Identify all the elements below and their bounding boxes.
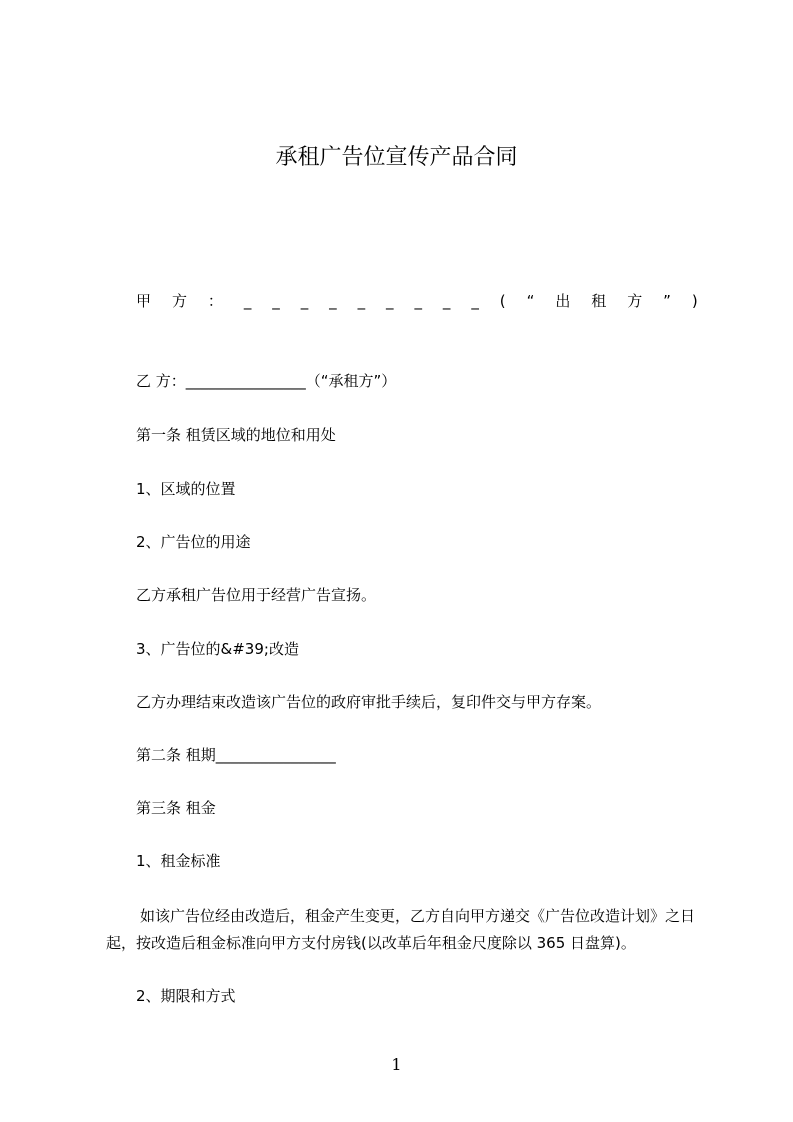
party-a-char: 方 [171, 292, 187, 310]
party-a-blank: _ [357, 292, 366, 310]
party-a-char: 租 [591, 292, 607, 310]
clause-3-1: 1、租金标准 [136, 852, 221, 870]
party-a-blank: _ [329, 292, 337, 310]
clause-1-1: 1、区域的位置 [136, 480, 236, 498]
party-a-blank: _ [442, 292, 451, 310]
clause-1-3: 3、广告位的&#39;改造 [136, 640, 299, 658]
party-a-char: “ [526, 292, 535, 310]
article-3-heading: 第三条 租金 [136, 799, 216, 817]
clause-3-2: 2、期限和方式 [136, 987, 236, 1005]
party-a-char: 甲 [136, 292, 152, 310]
party-a-line [136, 290, 698, 312]
party-a-char: 出 [555, 292, 571, 310]
clause-1-3-text: 乙方办理结束改造该广告位的政府审批手续后，复印件交与甲方存案。 [136, 693, 602, 711]
party-a-char: ) [691, 292, 698, 310]
party-a-blank: _ [300, 292, 309, 310]
party-b-line: 乙 方：________________（“承租方”） [136, 372, 397, 390]
party-a-blank: _ [272, 292, 280, 310]
rent-change-paragraph: 如该广告位经由改造后，租金产生变更，乙方自向甲方递交《广告位改造计划》之日起，按改造后租金标准向甲方支付房钱(以改革后年租金尺度除以 365 日盘算)。 [106, 907, 696, 952]
party-a-blank: _ [471, 292, 479, 310]
clause-1-2: 2、广告位的用途 [136, 533, 251, 551]
party-a-char: 方 [627, 292, 643, 310]
party-a-blank: _ [243, 292, 252, 310]
clause-1-2-text: 乙方承租广告位用于经营广告宣扬。 [136, 586, 377, 604]
page-number: 1 [391, 1055, 402, 1074]
article-1-heading: 第一条 租赁区域的地位和用处 [136, 426, 336, 444]
document-title: 承租广告位宣传产品合同 [275, 145, 518, 170]
article-2-heading: 第二条 租期________________ [136, 746, 336, 764]
party-a-blank: _ [386, 292, 394, 310]
party-a-char: ( [499, 292, 506, 310]
party-a-char: ： [207, 292, 223, 310]
party-a-blank: _ [414, 292, 422, 310]
party-a-char: ” [663, 292, 671, 310]
